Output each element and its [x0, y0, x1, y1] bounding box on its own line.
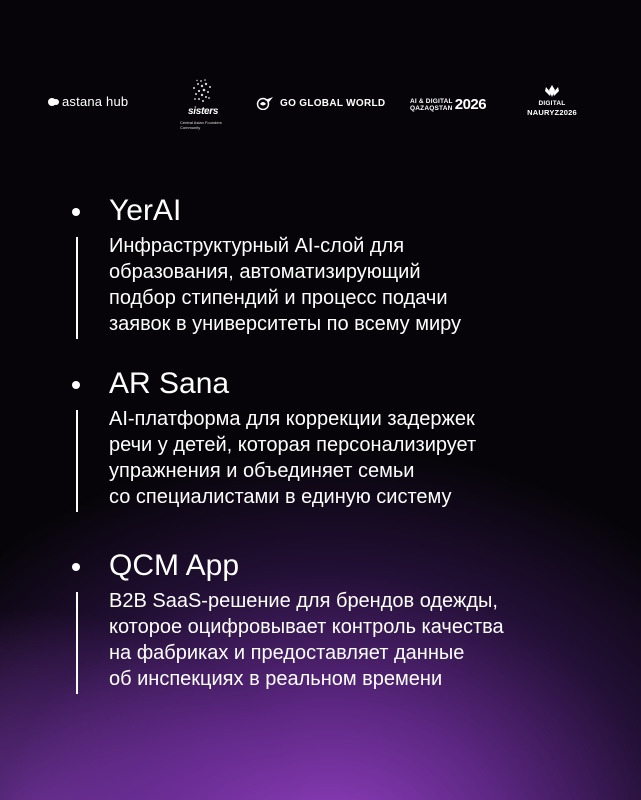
- go-global-world-logo: [256, 96, 385, 110]
- description-line: упражнения и объединяет семьи: [109, 460, 415, 482]
- sisters-text: sisters: [188, 106, 219, 117]
- go-global-world-text: GO GLOBAL WORLD: [280, 97, 386, 109]
- sisters-logo: [178, 78, 228, 134]
- airplane-globe-icon: [256, 96, 274, 110]
- project-item-ar-sana: [72, 362, 632, 510]
- description-line: образования, автоматизирующий: [109, 261, 421, 283]
- digital-nauryz-year: 2026: [559, 108, 577, 117]
- astana-hub-text: astana hub: [62, 94, 129, 109]
- astana-hub-logo: [48, 94, 128, 109]
- sisters-subtext: Central Asian Founders Community: [180, 120, 222, 130]
- bullet-dot: [72, 208, 80, 216]
- description-line: со специалистами в единую систему: [109, 486, 452, 508]
- project-item-yerai: [72, 189, 632, 337]
- project-title: QCM App: [109, 549, 240, 582]
- project-description: [72, 233, 632, 337]
- vertical-divider: [76, 237, 78, 339]
- project-title: YerAI: [109, 194, 182, 227]
- project-description: [72, 406, 632, 510]
- ai-digital-qazaqstan-logo: [410, 96, 486, 113]
- description-line: об инспекциях в реальном времени: [109, 668, 443, 690]
- description-line: на фабриках и предоставляет данные: [109, 642, 465, 664]
- description-line: Инфраструктурный AI-слой для: [109, 235, 405, 257]
- description-line: AI-платформа для коррекции задержек: [109, 408, 475, 430]
- bullet-dot: [72, 381, 80, 389]
- sisters-profile-icon: [184, 78, 220, 108]
- digital-nauryz-line2: [527, 109, 577, 117]
- bullet-dot: [72, 563, 80, 571]
- project-title: AR Sana: [109, 367, 230, 400]
- project-description: [72, 588, 632, 692]
- digital-nauryz-name: NAURYZ: [527, 108, 560, 117]
- ai-digital-line1: AI & DIGITAL: [410, 97, 453, 105]
- vertical-divider: [76, 410, 78, 512]
- ai-digital-year: 2026: [454, 96, 487, 113]
- digital-nauryz-logo: [520, 84, 584, 117]
- description-line: подбор стипендий и процесс подачи: [109, 287, 448, 309]
- partner-logos: [0, 78, 641, 134]
- description-line: B2B SaaS-решение для брендов одежды,: [109, 590, 498, 612]
- tulip-icon: [544, 84, 560, 98]
- vertical-divider: [76, 592, 78, 694]
- ai-digital-line2: QAZAQSTAN: [410, 104, 453, 112]
- description-line: которое оцифровывает контроль качества: [109, 616, 504, 638]
- description-line: заявок в университеты по всему миру: [109, 313, 462, 335]
- description-line: речи у детей, которая персонализирует: [109, 434, 477, 456]
- project-item-qcm-app: [72, 544, 632, 692]
- astana-hub-icon: [48, 98, 56, 106]
- digital-nauryz-line1: DIGITAL: [538, 100, 566, 107]
